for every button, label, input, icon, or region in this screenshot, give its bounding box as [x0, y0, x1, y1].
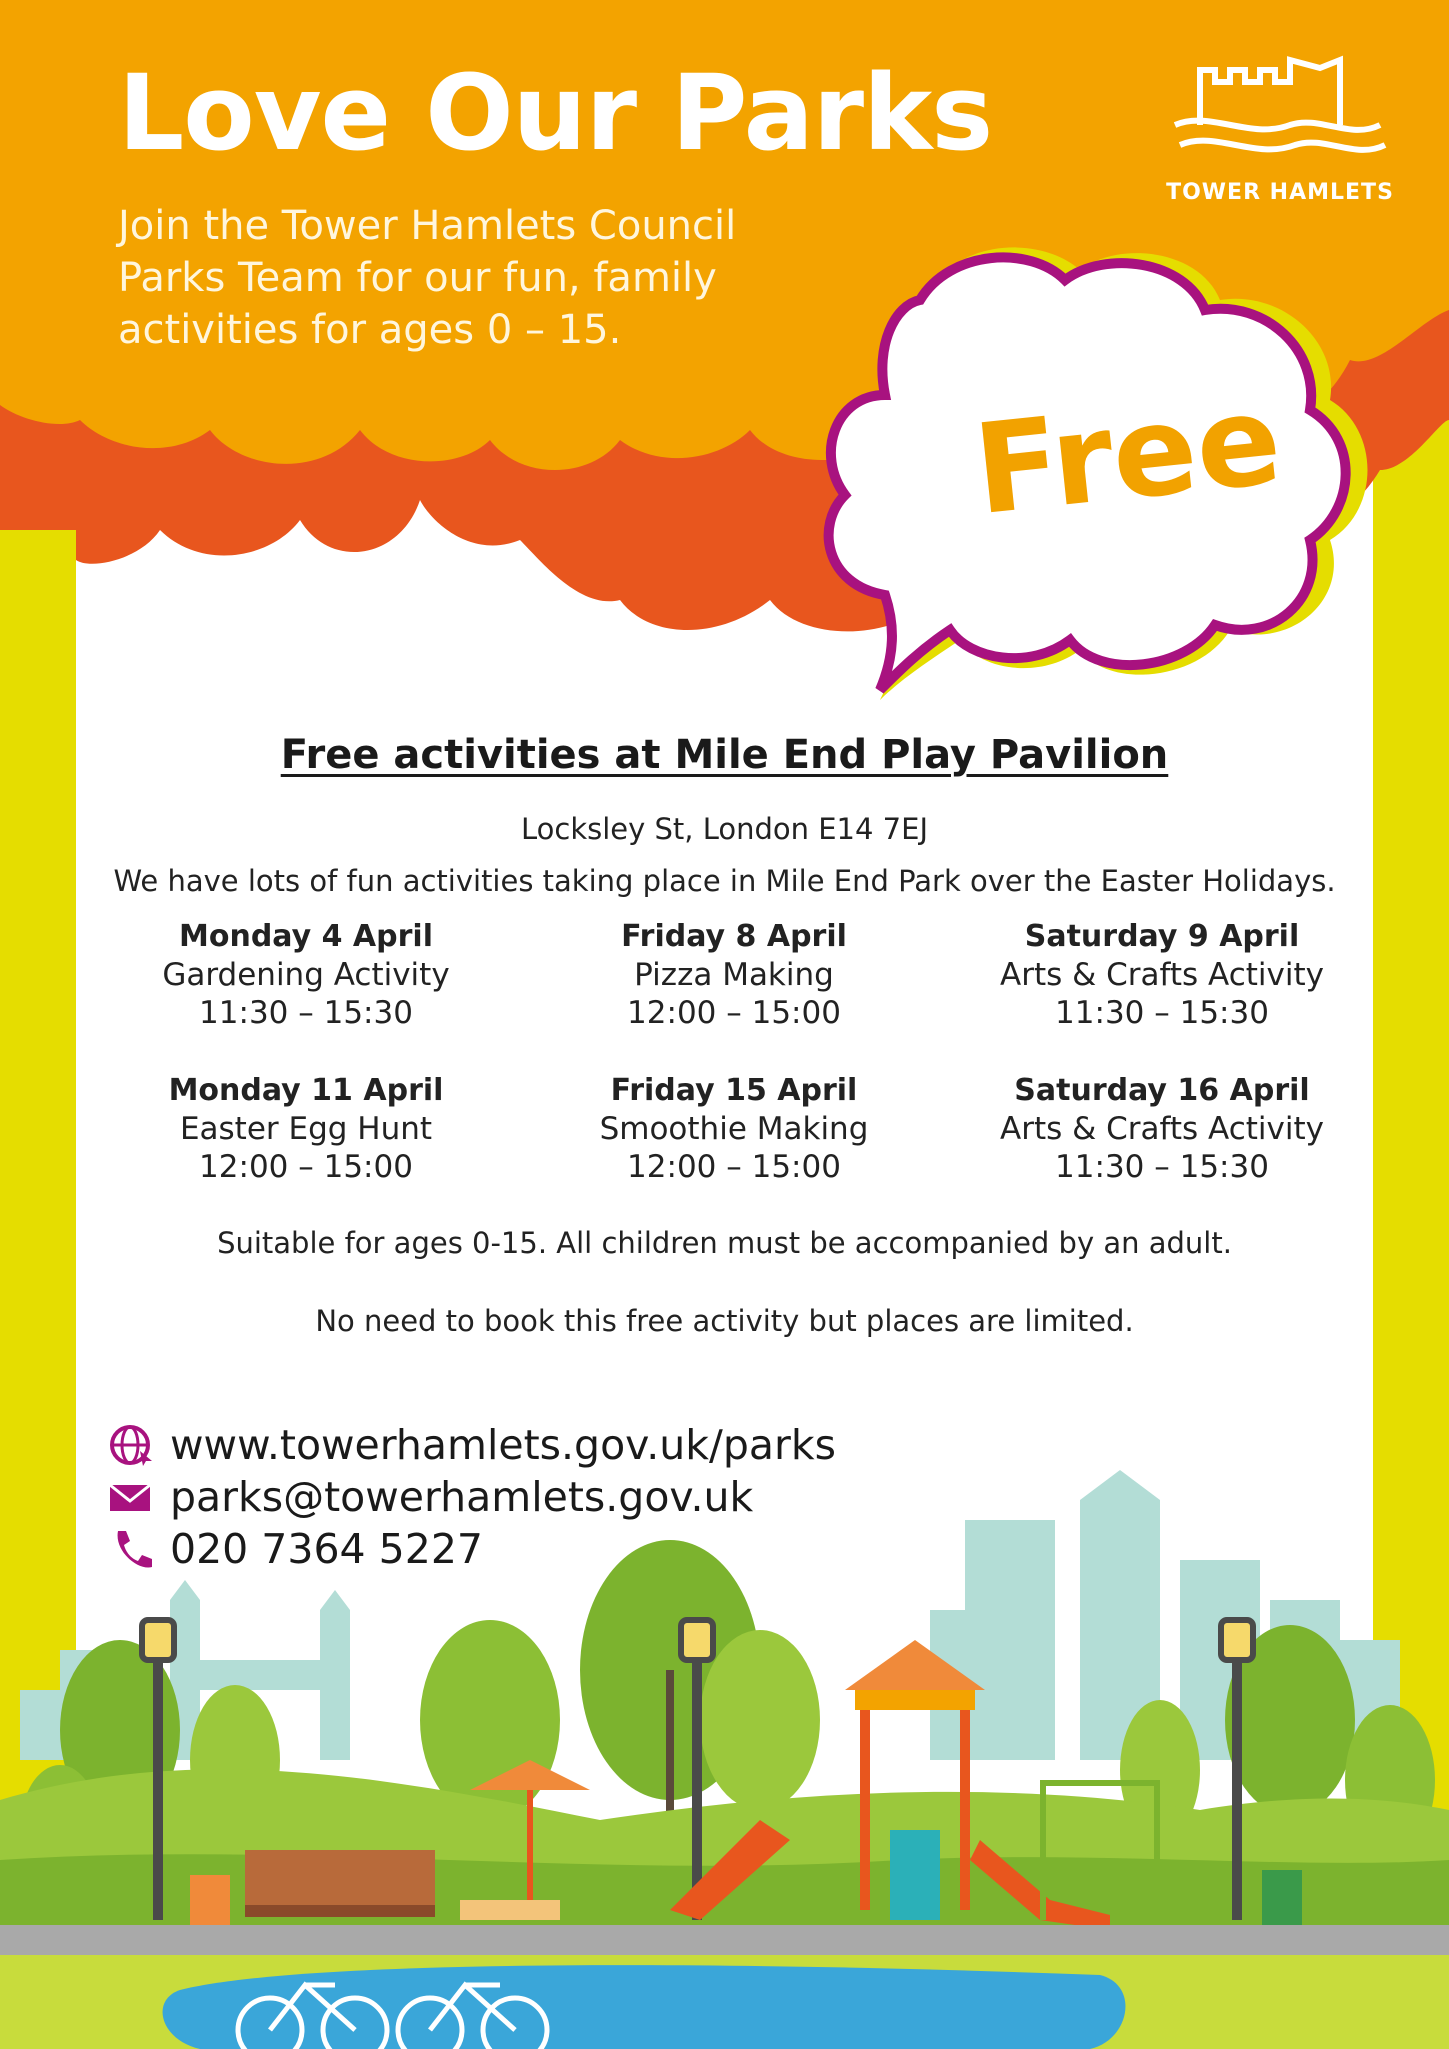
event-card — [524, 918, 944, 1032]
bin-right — [1262, 1870, 1302, 1925]
event-day: Monday 11 April — [168, 1073, 444, 1108]
event-day: Friday 15 April — [610, 1073, 858, 1108]
event-activity: Arts & Crafts Activity — [1000, 957, 1324, 993]
event-card — [952, 918, 1372, 1032]
event-activity: Arts & Crafts Activity — [1000, 1111, 1324, 1147]
event-card — [952, 1072, 1372, 1186]
event-activity: Smoothie Making — [599, 1111, 869, 1147]
venue-address: Locksley St, London E14 7EJ — [520, 812, 929, 846]
venue-heading: Free activities at Mile End Play Pavilion — [280, 732, 1169, 778]
event-time: 12:00 – 15:00 — [627, 995, 841, 1031]
subtitle-line: Parks Team for our fun, family — [118, 255, 717, 301]
event-time: 12:00 – 15:00 — [199, 1149, 413, 1185]
event-time: 11:30 – 15:30 — [199, 995, 413, 1031]
subtitle-line: Join the Tower Hamlets Council — [118, 203, 737, 249]
bin-left — [190, 1875, 230, 1925]
phone-icon — [108, 1527, 156, 1571]
website-text[interactable]: www.towerhamlets.gov.uk/parks — [170, 1421, 836, 1469]
event-card — [96, 918, 516, 1032]
bench — [245, 1850, 435, 1917]
subtitle-line: activities for ages 0 – 15. — [118, 307, 622, 353]
event-activity: Gardening Activity — [162, 957, 450, 993]
event-activity: Pizza Making — [634, 957, 834, 993]
event-time: 12:00 – 15:00 — [627, 1149, 841, 1185]
walkway — [0, 1925, 1449, 1955]
email-text[interactable]: parks@towerhamlets.gov.uk — [170, 1473, 754, 1521]
phone-link[interactable] — [108, 1522, 483, 1573]
mail-icon — [108, 1475, 156, 1519]
intro-text: We have lots of fun activities taking place in Mile End Park over the Easter Holidays. — [113, 864, 1336, 898]
brand-name: TOWER HAMLETS — [1166, 180, 1394, 205]
poster-title: Love Our Parks — [118, 52, 993, 174]
event-day: Saturday 16 April — [1014, 1073, 1310, 1108]
event-day: Saturday 9 April — [1024, 919, 1300, 954]
event-card — [524, 1072, 944, 1186]
booking-note: No need to book this free activity but places are limited. — [315, 1304, 1134, 1338]
phone-text[interactable]: 020 7364 5227 — [170, 1525, 484, 1573]
event-time: 11:30 – 15:30 — [1055, 995, 1269, 1031]
event-activity: Easter Egg Hunt — [179, 1111, 433, 1147]
event-day: Monday 4 April — [179, 919, 433, 954]
pond — [163, 1965, 1126, 2049]
free-badge-text: Free — [968, 368, 1288, 544]
intro-subtitle — [118, 200, 818, 356]
globe-icon — [108, 1423, 156, 1467]
age-note: Suitable for ages 0-15. All children must be accompanied by an adult. — [217, 1226, 1232, 1260]
event-card — [96, 1072, 516, 1186]
email-link[interactable] — [108, 1470, 753, 1521]
website-link[interactable] — [108, 1418, 836, 1469]
event-day: Friday 8 April — [621, 919, 847, 954]
event-time: 11:30 – 15:30 — [1055, 1149, 1269, 1185]
